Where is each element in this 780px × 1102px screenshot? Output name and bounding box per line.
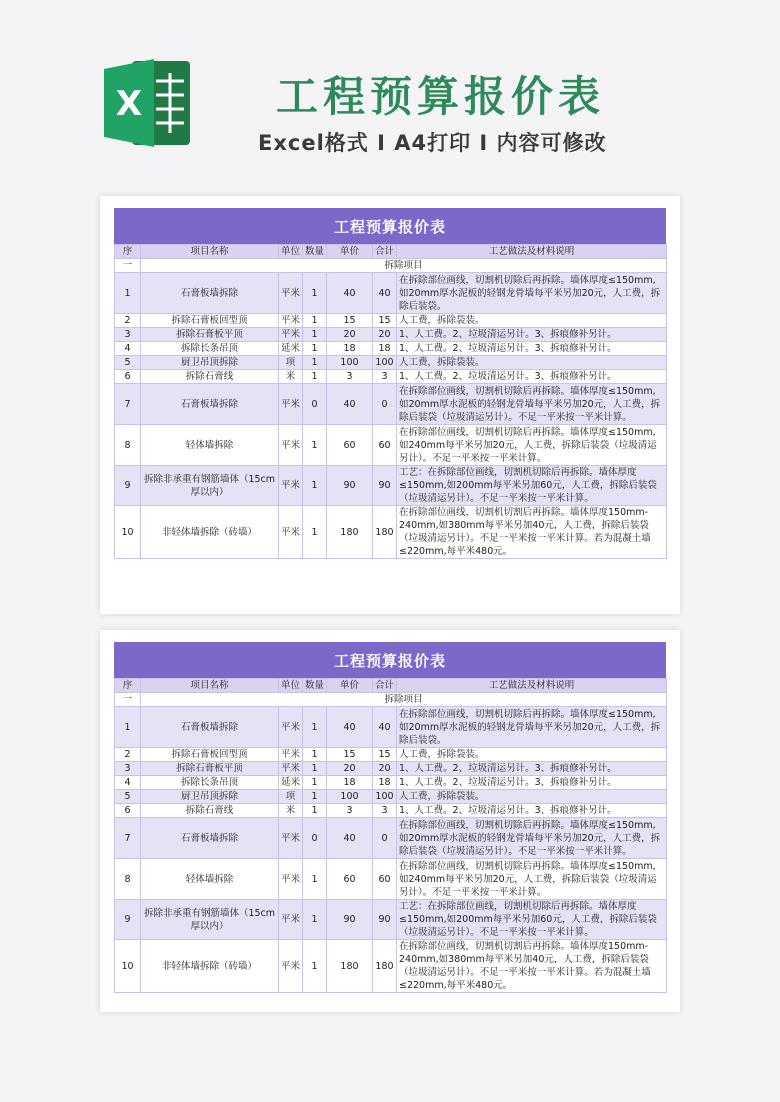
cell-desc: 在拆除部位画线，切割机切割后再拆除。墙体厚度150mm-240mm,如380mm每平米另加40元，人工费，拆除后装袋（垃圾清运另计）。不足一平米按一平米计算。若为混凝土墙≤220mm,每平米480元。 [397, 940, 667, 993]
cell-name: 拆除非承重有钢筋墙体（15cm厚以内） [141, 466, 279, 506]
cell-no: 1 [115, 273, 141, 314]
cell-unit: 平米 [279, 506, 303, 559]
cell-unit: 平米 [279, 707, 303, 748]
cell-total: 180 [373, 506, 397, 559]
cell-unit: 平米 [279, 900, 303, 940]
cell-name: 拆除石膏板平顶 [141, 762, 279, 776]
cell-desc: 在拆除部位画线，切割机切除后再拆除。墙体厚度≤150mm,如240mm每平米另加20元，人工费，拆除后装袋（垃圾清运另计）。不足一平米按一平米计算。 [397, 859, 667, 900]
cell-no: 9 [115, 466, 141, 506]
cell-name: 拆除石膏板回型顶 [141, 748, 279, 762]
cell-name: 拆除石膏线 [141, 370, 279, 384]
cell-name: 拆除长条吊顶 [141, 776, 279, 790]
column-header: 项目名称 [141, 679, 279, 693]
cell-total: 60 [373, 859, 397, 900]
cell-price: 60 [327, 425, 373, 466]
cell-qty: 1 [303, 748, 327, 762]
cell-qty: 0 [303, 818, 327, 859]
cell-desc: 人工费，拆除袋装。 [397, 314, 667, 328]
table-row [115, 370, 667, 384]
cell-no: 7 [115, 818, 141, 859]
cell-name: 石膏板墙拆除 [141, 384, 279, 425]
table-row [115, 762, 667, 776]
column-header: 单价 [327, 679, 373, 693]
cell-total: 20 [373, 328, 397, 342]
cell-name: 厨卫吊顶拆除 [141, 356, 279, 370]
sheet-title: 工程预算报价表 [114, 642, 666, 678]
cell-no: 4 [115, 342, 141, 356]
cell-qty: 1 [303, 506, 327, 559]
cell-no: 9 [115, 900, 141, 940]
cell-desc: 1、人工费。2、垃圾清运另计。3、拆痕修补另计。 [397, 328, 667, 342]
table-row [115, 900, 667, 940]
page-title: 工程预算报价表 [276, 72, 606, 121]
cell-no: 4 [115, 776, 141, 790]
column-header: 工艺做法及材料说明 [397, 245, 667, 259]
cell-no: 8 [115, 859, 141, 900]
cell-desc: 在拆除部位画线，切割机切除后再拆除。墙体厚度≤150mm,如20mm厚水泥板的轻钢龙骨墙每平米另加20元，人工费，拆除后装袋。 [397, 707, 667, 748]
budget-sheet-1 [114, 208, 666, 559]
cell-desc: 人工费，拆除袋装。 [397, 790, 667, 804]
excel-logo-icon [104, 55, 194, 151]
cell-name: 石膏板墙拆除 [141, 273, 279, 314]
table-row [115, 776, 667, 790]
cell-unit: 平米 [279, 818, 303, 859]
column-header: 数量 [303, 245, 327, 259]
cell-unit: 延米 [279, 342, 303, 356]
sheet-title: 工程预算报价表 [114, 208, 666, 244]
cell-total: 0 [373, 818, 397, 859]
cell-price: 100 [327, 790, 373, 804]
cell-total: 18 [373, 342, 397, 356]
table-row [115, 314, 667, 328]
cell-price: 15 [327, 314, 373, 328]
budget-sheet-2 [114, 642, 666, 993]
cell-price: 3 [327, 804, 373, 818]
cell-price: 3 [327, 370, 373, 384]
cell-price: 20 [327, 328, 373, 342]
cell-price: 40 [327, 273, 373, 314]
table-row [115, 356, 667, 370]
cell-unit: 平米 [279, 466, 303, 506]
section-number: 一 [115, 693, 141, 707]
table-row [115, 273, 667, 314]
cell-price: 40 [327, 818, 373, 859]
cell-no: 3 [115, 762, 141, 776]
cell-name: 非轻体墙拆除（砖墙） [141, 940, 279, 993]
cell-total: 90 [373, 900, 397, 940]
column-header: 合计 [373, 245, 397, 259]
cell-total: 15 [373, 314, 397, 328]
cell-no: 3 [115, 328, 141, 342]
cell-name: 拆除石膏板平顶 [141, 328, 279, 342]
cell-no: 1 [115, 707, 141, 748]
column-header: 单位 [279, 245, 303, 259]
cell-desc: 1、人工费。2、垃圾清运另计。3、拆痕修补另计。 [397, 776, 667, 790]
cell-unit: 平米 [279, 314, 303, 328]
cell-unit: 项 [279, 356, 303, 370]
section-label: 拆除项目 [141, 259, 667, 273]
cell-total: 40 [373, 707, 397, 748]
cell-no: 8 [115, 425, 141, 466]
budget-table [114, 678, 667, 993]
table-row [115, 790, 667, 804]
cell-qty: 1 [303, 356, 327, 370]
cell-name: 拆除非承重有钢筋墙体（15cm厚以内） [141, 900, 279, 940]
cell-no: 5 [115, 790, 141, 804]
cell-desc: 1、人工费。2、垃圾清运另计。3、拆痕修补另计。 [397, 804, 667, 818]
cell-unit: 平米 [279, 762, 303, 776]
cell-price: 90 [327, 466, 373, 506]
cell-price: 15 [327, 748, 373, 762]
cell-qty: 1 [303, 859, 327, 900]
cell-desc: 在拆除部位画线，切割机切割后再拆除。墙体厚度150mm-240mm,如380mm每平米另加40元，人工费，拆除后装袋（垃圾清运另计）。不足一平米按一平米计算。若为混凝土墙≤220mm,每平米480元。 [397, 506, 667, 559]
cell-name: 拆除长条吊顶 [141, 342, 279, 356]
cell-desc: 1、人工费。2、垃圾清运另计。3、拆痕修补另计。 [397, 370, 667, 384]
column-header: 序 [115, 245, 141, 259]
budget-table [114, 244, 667, 559]
cell-total: 90 [373, 466, 397, 506]
cell-desc: 在拆除部位画线，切割机切除后再拆除。墙体厚度≤150mm,如20mm厚水泥板的轻钢龙骨墙每平米另加20元，人工费，拆除后装袋。 [397, 273, 667, 314]
cell-name: 非轻体墙拆除（砖墙） [141, 506, 279, 559]
table-row [115, 328, 667, 342]
table-row [115, 859, 667, 900]
cell-unit: 项 [279, 790, 303, 804]
column-header: 合计 [373, 679, 397, 693]
column-header: 工艺做法及材料说明 [397, 679, 667, 693]
cell-total: 180 [373, 940, 397, 993]
cell-unit: 平米 [279, 748, 303, 762]
cell-no: 5 [115, 356, 141, 370]
cell-unit: 平米 [279, 384, 303, 425]
table-row [115, 707, 667, 748]
cell-total: 15 [373, 748, 397, 762]
cell-no: 7 [115, 384, 141, 425]
cell-desc: 人工费，拆除袋装。 [397, 356, 667, 370]
table-row [115, 425, 667, 466]
cell-qty: 1 [303, 370, 327, 384]
cell-qty: 1 [303, 762, 327, 776]
cell-desc: 1、人工费。2、垃圾清运另计。3、拆痕修补另计。 [397, 762, 667, 776]
cell-price: 180 [327, 940, 373, 993]
section-label: 拆除项目 [141, 693, 667, 707]
cell-unit: 平米 [279, 273, 303, 314]
cell-qty: 1 [303, 342, 327, 356]
cell-name: 厨卫吊顶拆除 [141, 790, 279, 804]
cell-desc: 人工费，拆除袋装。 [397, 748, 667, 762]
cell-total: 40 [373, 273, 397, 314]
cell-total: 3 [373, 804, 397, 818]
column-header: 单位 [279, 679, 303, 693]
cell-name: 石膏板墙拆除 [141, 818, 279, 859]
cell-qty: 1 [303, 328, 327, 342]
column-header: 数量 [303, 679, 327, 693]
cell-price: 20 [327, 762, 373, 776]
cell-qty: 1 [303, 314, 327, 328]
cell-qty: 1 [303, 790, 327, 804]
cell-total: 0 [373, 384, 397, 425]
cell-qty: 1 [303, 940, 327, 993]
cell-desc: 在拆除部位画线，切割机切除后再拆除。墙体厚度≤150mm,如20mm厚水泥板的轻钢龙骨墙每平米另加20元，人工费，拆除后装袋（垃圾清运另计）。不足一平米按一平米计算。 [397, 818, 667, 859]
cell-qty: 0 [303, 384, 327, 425]
cell-name: 轻体墙拆除 [141, 859, 279, 900]
table-row [115, 342, 667, 356]
cell-no: 2 [115, 748, 141, 762]
cell-unit: 平米 [279, 425, 303, 466]
page-subtitle: Excel格式 I A4打印 I 内容可修改 [258, 131, 607, 155]
cell-unit: 米 [279, 804, 303, 818]
svg-text:X: X [115, 84, 143, 124]
cell-total: 18 [373, 776, 397, 790]
cell-desc: 工艺：在拆除部位画线，切割机切除后再拆除。墙体厚度≤150mm,如200mm每平米另加60元，人工费，拆除后装袋（垃圾清运另计）。不足一平米按一平米计算。 [397, 466, 667, 506]
cell-no: 10 [115, 506, 141, 559]
cell-desc: 1、人工费。2、垃圾清运另计。3、拆痕修补另计。 [397, 342, 667, 356]
column-header: 序 [115, 679, 141, 693]
cell-price: 40 [327, 384, 373, 425]
table-row [115, 466, 667, 506]
cell-total: 100 [373, 356, 397, 370]
cell-price: 180 [327, 506, 373, 559]
cell-no: 2 [115, 314, 141, 328]
cell-total: 60 [373, 425, 397, 466]
cell-unit: 延米 [279, 776, 303, 790]
cell-no: 6 [115, 804, 141, 818]
cell-name: 拆除石膏线 [141, 804, 279, 818]
cell-name: 拆除石膏板回型顶 [141, 314, 279, 328]
cell-price: 40 [327, 707, 373, 748]
cell-qty: 1 [303, 900, 327, 940]
cell-desc: 在拆除部位画线，切割机切除后再拆除。墙体厚度≤150mm,如20mm厚水泥板的轻钢龙骨墙每平米另加20元，人工费，拆除后装袋（垃圾清运另计）。不足一平米按一平米计算。 [397, 384, 667, 425]
cell-desc: 工艺：在拆除部位画线，切割机切除后再拆除。墙体厚度≤150mm,如200mm每平米另加60元，人工费，拆除后装袋（垃圾清运另计）。不足一平米按一平米计算。 [397, 900, 667, 940]
cell-name: 石膏板墙拆除 [141, 707, 279, 748]
cell-qty: 1 [303, 707, 327, 748]
cell-desc: 在拆除部位画线，切割机切除后再拆除。墙体厚度≤150mm,如240mm每平米另加20元，人工费，拆除后装袋（垃圾清运另计）。不足一平米按一平米计算。 [397, 425, 667, 466]
cell-unit: 米 [279, 370, 303, 384]
table-row [115, 748, 667, 762]
cell-total: 20 [373, 762, 397, 776]
cell-price: 18 [327, 776, 373, 790]
section-number: 一 [115, 259, 141, 273]
cell-total: 100 [373, 790, 397, 804]
column-header: 项目名称 [141, 245, 279, 259]
table-row [115, 506, 667, 559]
table-row [115, 940, 667, 993]
cell-qty: 1 [303, 425, 327, 466]
cell-qty: 1 [303, 804, 327, 818]
cell-total: 3 [373, 370, 397, 384]
cell-unit: 平米 [279, 328, 303, 342]
cell-price: 90 [327, 900, 373, 940]
cell-price: 60 [327, 859, 373, 900]
cell-name: 轻体墙拆除 [141, 425, 279, 466]
cell-no: 10 [115, 940, 141, 993]
column-header: 单价 [327, 245, 373, 259]
table-row [115, 804, 667, 818]
cell-qty: 1 [303, 273, 327, 314]
cell-unit: 平米 [279, 940, 303, 993]
cell-unit: 平米 [279, 859, 303, 900]
page-header [0, 0, 780, 190]
cell-qty: 1 [303, 776, 327, 790]
cell-price: 18 [327, 342, 373, 356]
cell-no: 6 [115, 370, 141, 384]
table-row [115, 818, 667, 859]
cell-price: 100 [327, 356, 373, 370]
table-row [115, 384, 667, 425]
cell-qty: 1 [303, 466, 327, 506]
